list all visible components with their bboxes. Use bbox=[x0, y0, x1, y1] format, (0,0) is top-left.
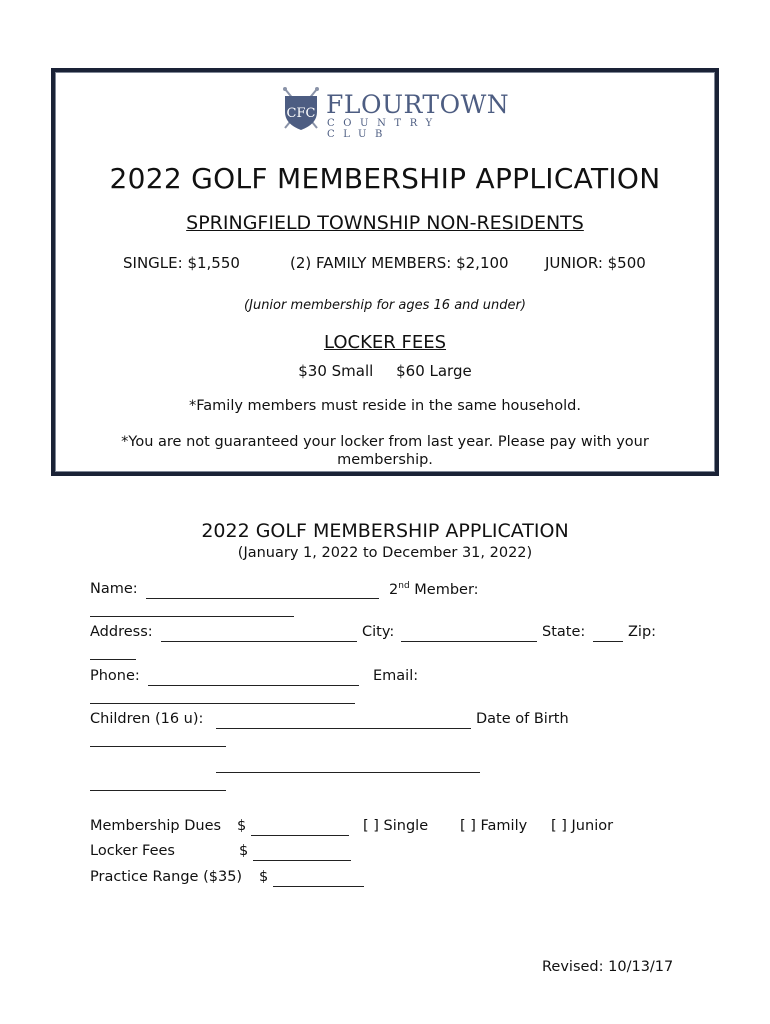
locker-fees-title: LOCKER FEES bbox=[323, 332, 447, 353]
second-member-label: 2nd Member: bbox=[389, 581, 479, 598]
locker-large-price: $60 Large bbox=[396, 362, 472, 380]
practice-range-field[interactable] bbox=[273, 886, 364, 887]
dob-field-1[interactable] bbox=[90, 746, 226, 747]
junior-note: (Junior membership for ages 16 and under) bbox=[244, 298, 526, 313]
logo-monogram: CFC bbox=[286, 106, 316, 121]
form-title: 2022 GOLF MEMBERSHIP APPLICATION bbox=[201, 520, 569, 542]
city-label: City: bbox=[362, 624, 395, 640]
city-field[interactable] bbox=[401, 641, 537, 642]
name-field[interactable] bbox=[146, 598, 379, 599]
locker-dollar-sign: $ bbox=[239, 843, 249, 859]
second-member-field[interactable] bbox=[90, 616, 294, 617]
header-title: 2022 GOLF MEMBERSHIP APPLICATION bbox=[109, 162, 661, 195]
address-label: Address: bbox=[90, 624, 153, 640]
locker-prices bbox=[55, 362, 715, 380]
revised-date: Revised: 10/13/17 bbox=[542, 959, 674, 975]
logo-subtitle: COUNTRY CLUB bbox=[327, 118, 441, 140]
option-junior-checkbox[interactable]: [ ] Junior bbox=[551, 818, 614, 834]
practice-range-label: Practice Range ($35) bbox=[90, 869, 243, 885]
email-label: Email: bbox=[373, 668, 419, 684]
club-logo bbox=[279, 86, 510, 140]
range-dollar-sign: $ bbox=[259, 869, 269, 885]
children-field-1[interactable] bbox=[216, 728, 471, 729]
header-box bbox=[51, 68, 719, 476]
dues-dollar-sign: $ bbox=[237, 818, 247, 834]
option-single-checkbox[interactable]: [ ] Single bbox=[363, 818, 429, 834]
locker-note: *You are not guaranteed your locker from last year. Please pay with your membership. bbox=[121, 434, 649, 468]
dob-field-2[interactable] bbox=[90, 790, 226, 791]
state-field[interactable] bbox=[593, 641, 623, 642]
price-junior: JUNIOR: $500 bbox=[545, 254, 646, 272]
children-label: Children (16 u): bbox=[90, 711, 204, 727]
membership-dues-label: Membership Dues bbox=[90, 818, 222, 834]
price-single: SINGLE: $1,550 bbox=[123, 254, 240, 272]
form-dates: (January 1, 2022 to December 31, 2022) bbox=[237, 545, 533, 561]
locker-fees-label: Locker Fees bbox=[90, 843, 175, 859]
locker-small-price: $30 Small bbox=[298, 362, 374, 380]
phone-label: Phone: bbox=[90, 668, 140, 684]
name-label: Name: bbox=[90, 581, 138, 597]
club-crest-icon bbox=[279, 86, 323, 132]
zip-label: Zip: bbox=[628, 624, 657, 640]
dob-label: Date of Birth bbox=[476, 711, 569, 727]
membership-dues-field[interactable] bbox=[251, 835, 349, 836]
header-subtitle: SPRINGFIELD TOWNSHIP NON-RESIDENTS bbox=[186, 212, 584, 234]
zip-field[interactable] bbox=[90, 659, 136, 660]
children-field-2[interactable] bbox=[216, 772, 480, 773]
family-note: *Family members must reside in the same household. bbox=[189, 398, 581, 414]
logo-name: FLOURTOWN bbox=[326, 90, 510, 119]
price-family: (2) FAMILY MEMBERS: $2,100 bbox=[290, 254, 509, 272]
locker-fees-field[interactable] bbox=[253, 860, 351, 861]
address-field[interactable] bbox=[161, 641, 357, 642]
state-label: State: bbox=[542, 624, 586, 640]
phone-field[interactable] bbox=[148, 685, 359, 686]
option-family-checkbox[interactable]: [ ] Family bbox=[460, 818, 528, 834]
email-field[interactable] bbox=[90, 703, 355, 704]
